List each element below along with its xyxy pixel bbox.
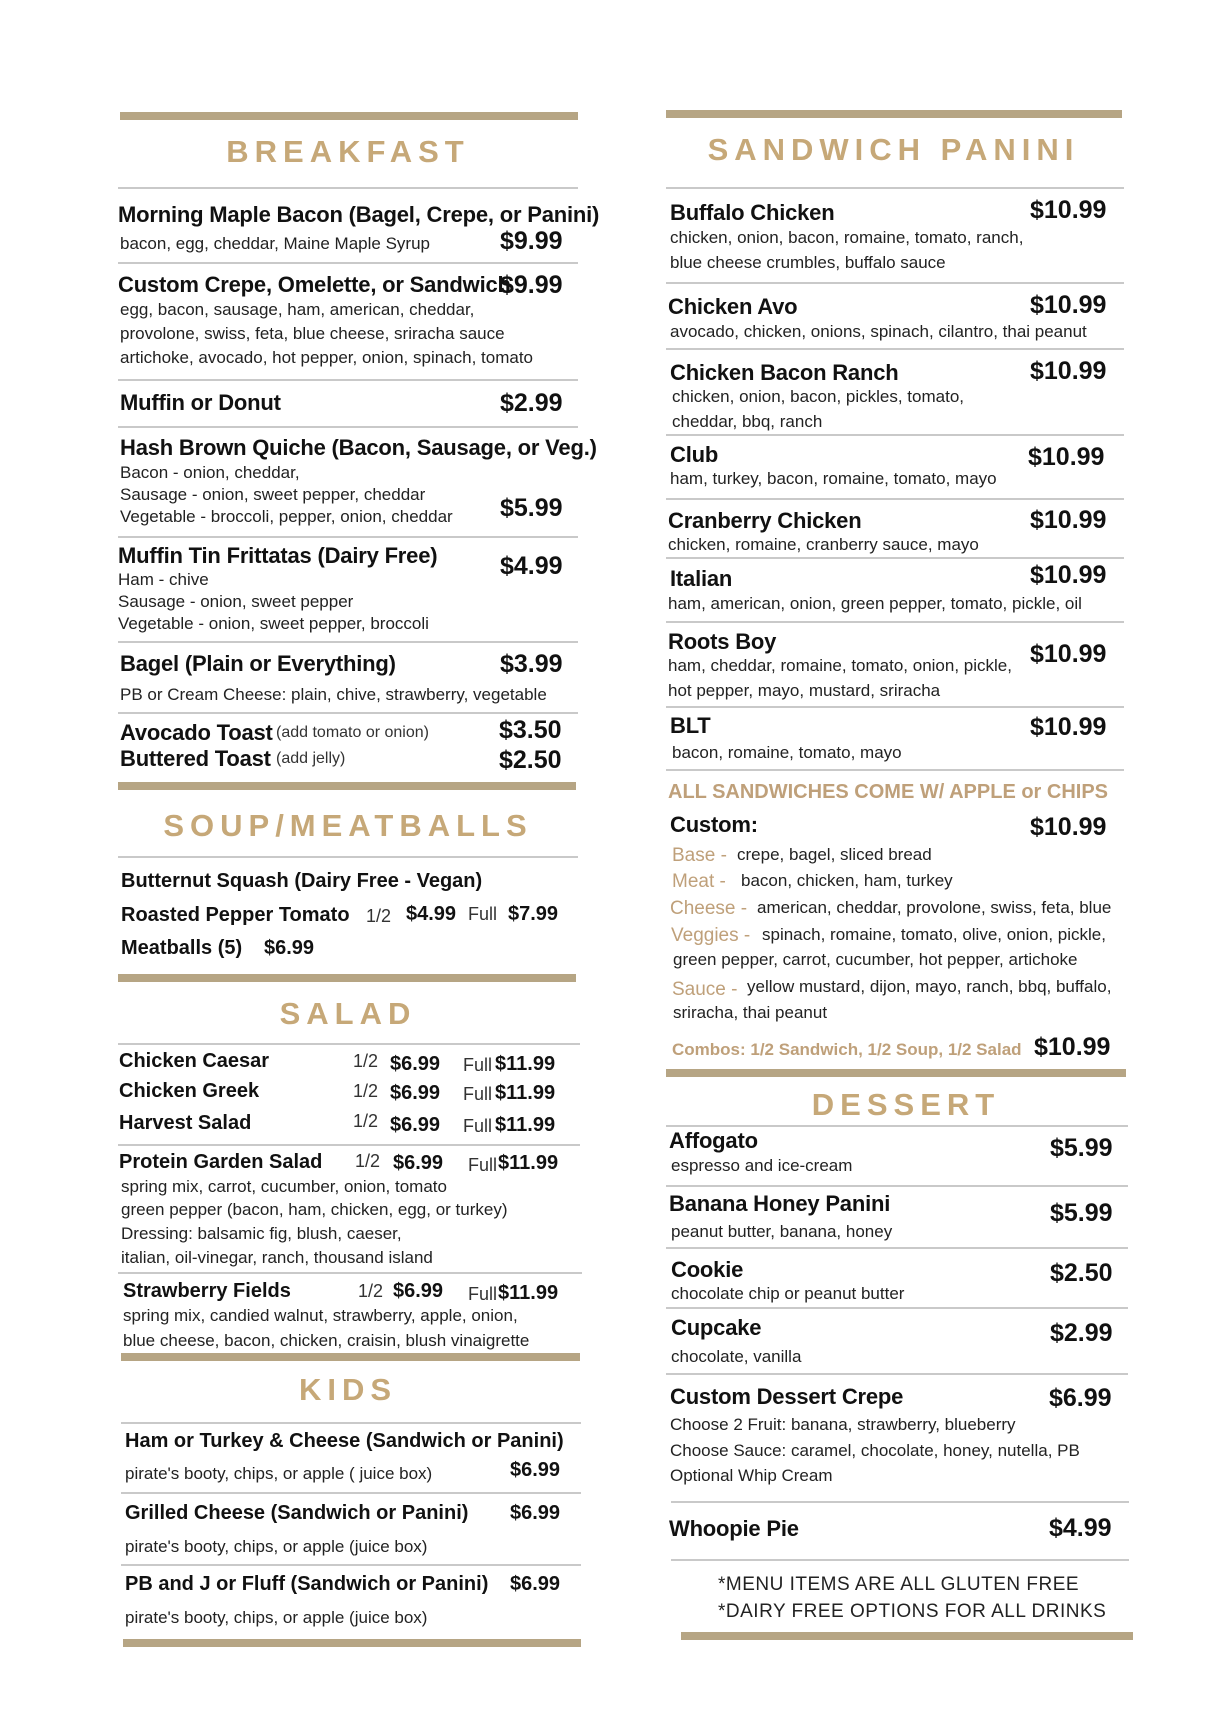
item-name: Cookie	[671, 1257, 744, 1282]
divider	[671, 1559, 1129, 1561]
item-desc: Ham - chive	[118, 570, 209, 589]
item-desc: ham, cheddar, romaine, tomato, onion, pickle,	[668, 656, 1012, 675]
section-bar	[118, 782, 576, 790]
item-name: Custom Dessert Crepe	[670, 1384, 904, 1409]
item-name: Bagel (Plain or Everything)	[120, 651, 396, 676]
divider	[666, 1125, 1128, 1127]
item-price: $10.99	[1030, 506, 1107, 534]
item-price: $5.99	[1050, 1199, 1113, 1227]
kids-price: $6.99	[510, 1459, 561, 1481]
item-name: Buffalo Chicken	[670, 200, 835, 225]
divider	[121, 1422, 581, 1424]
half-price: $6.99	[393, 1152, 444, 1174]
section-bar	[666, 110, 1122, 118]
divider	[671, 1501, 1129, 1503]
item-desc: Bacon - onion, cheddar,	[120, 463, 300, 482]
salad-heading: SALAD	[279, 996, 417, 1031]
item-desc: chocolate chip or peanut butter	[671, 1284, 905, 1303]
item-desc: bacon, egg, cheddar, Maine Maple Syrup	[120, 234, 430, 253]
item-price: $10.99	[1030, 561, 1107, 589]
divider	[121, 1564, 581, 1566]
sauce-options: yellow mustard, dijon, mayo, ranch, bbq, buffalo,	[747, 977, 1112, 996]
section-bar	[123, 1639, 581, 1647]
salad-desc: Dressing: balsamic fig, blush, caeser,	[121, 1224, 402, 1243]
section-bar	[681, 1632, 1133, 1640]
item-name: Whoopie Pie	[669, 1516, 799, 1541]
kids-desc: pirate's booty, chips, or apple (juice box)	[125, 1608, 428, 1627]
item-price: $2.99	[500, 389, 563, 417]
item-name: Club	[670, 442, 719, 467]
item-desc: Sausage - onion, sweet pepper, cheddar	[120, 485, 426, 504]
divider	[118, 426, 578, 428]
veggies-label: Veggies -	[671, 925, 751, 946]
item-price: $10.99	[1028, 443, 1105, 471]
salad-name: Protein Garden Salad	[119, 1151, 323, 1173]
half-price: $6.99	[390, 1082, 441, 1104]
half-price: $6.99	[390, 1114, 441, 1136]
divider	[118, 262, 578, 264]
item-desc: egg, bacon, sausage, ham, american, cheddar,	[120, 300, 475, 319]
soup-item: Meatballs (5)	[121, 937, 243, 959]
full-price: $11.99	[498, 1152, 559, 1174]
section-bar	[666, 1069, 1126, 1077]
item-price: $4.99	[500, 552, 563, 580]
divider	[666, 1185, 1128, 1187]
item-name: Banana Honey Panini	[669, 1191, 891, 1216]
kids-item: PB and J or Fluff (Sandwich or Panini)	[125, 1573, 489, 1595]
section-bar	[118, 974, 576, 982]
custom-price: $10.99	[1030, 813, 1107, 841]
section-bar	[121, 1353, 580, 1361]
item-desc: PB or Cream Cheese: plain, chive, strawberry, vegetable	[120, 685, 547, 704]
divider	[118, 187, 578, 189]
item-price: $10.99	[1030, 196, 1107, 224]
item-price: $2.99	[1050, 1319, 1113, 1347]
sauce-label: Sauce -	[672, 979, 738, 1000]
half-label: 1/2	[353, 1051, 379, 1071]
item-name: Roots Boy	[668, 629, 777, 654]
cheese-label: Cheese -	[670, 898, 748, 919]
salad-name: Harvest Salad	[119, 1112, 252, 1134]
soup-item: Roasted Pepper Tomato	[121, 904, 350, 926]
salad-name: Chicken Greek	[119, 1080, 260, 1102]
full-price: $11.99	[495, 1114, 556, 1136]
item-note: (add jelly)	[276, 750, 346, 767]
item-desc: bacon, romaine, tomato, mayo	[672, 743, 902, 762]
breakfast-heading: BREAKFAST	[226, 134, 470, 169]
base-label: Base -	[672, 845, 727, 866]
half-label: 1/2	[355, 1151, 381, 1171]
item-price: $9.99	[500, 227, 563, 255]
item-name: Chicken Bacon Ranch	[670, 360, 899, 385]
item-price: $10.99	[1030, 291, 1107, 319]
divider	[666, 282, 1124, 284]
item-name: Avocado Toast	[120, 720, 273, 745]
full-label: Full	[463, 1116, 493, 1136]
section-bar	[120, 112, 578, 120]
half-label: 1/2	[366, 906, 392, 926]
salad-desc: spring mix, candied walnut, strawberry, apple, onion,	[123, 1306, 518, 1325]
item-desc: Vegetable - broccoli, pepper, onion, cheddar	[120, 507, 453, 526]
item-desc: espresso and ice-cream	[671, 1156, 853, 1175]
item-name: Custom Crepe, Omelette, or Sandwich	[118, 272, 511, 297]
item-name: Chicken Avo	[668, 294, 798, 319]
salad-desc: green pepper (bacon, ham, chicken, egg, or turkey)	[121, 1200, 508, 1219]
item-name: Muffin or Donut	[120, 390, 281, 415]
salad-name: Strawberry Fields	[123, 1280, 291, 1302]
item-price: $3.99	[500, 650, 563, 678]
salad-desc: italian, oil-vinegar, ranch, thousand island	[121, 1248, 433, 1267]
item-name: Cupcake	[671, 1315, 762, 1340]
item-desc: Choose Sauce: caramel, chocolate, honey, nutella, PB	[670, 1441, 1080, 1460]
salad-name: Chicken Caesar	[119, 1050, 270, 1072]
base-options: crepe, bagel, sliced bread	[737, 845, 932, 864]
item-desc: chicken, onion, bacon, pickles, tomato,	[672, 387, 964, 406]
kids-desc: pirate's booty, chips, or apple ( juice box)	[125, 1464, 433, 1483]
dairy-free-note: *DAIRY FREE OPTIONS FOR ALL DRINKS	[718, 1601, 1107, 1622]
kids-item: Ham or Turkey & Cheese (Sandwich or Panini)	[125, 1430, 564, 1452]
divider	[666, 498, 1124, 500]
item-name: Italian	[670, 566, 733, 591]
item-desc: Choose 2 Fruit: banana, strawberry, blueberry	[670, 1415, 1016, 1434]
salad-desc: blue cheese, bacon, chicken, craisin, blush vinaigrette	[123, 1331, 530, 1350]
item-desc: Optional Whip Cream	[670, 1466, 833, 1485]
item-price: $10.99	[1030, 640, 1107, 668]
full-label: Full	[463, 1055, 493, 1075]
kids-price: $6.99	[510, 1573, 561, 1595]
dessert-heading: DESSERT	[811, 1087, 1001, 1122]
item-price: $2.50	[499, 746, 562, 774]
divider	[121, 1492, 581, 1494]
kids-item: Grilled Cheese (Sandwich or Panini)	[125, 1502, 469, 1524]
divider	[666, 1247, 1128, 1249]
item-desc: peanut butter, banana, honey	[671, 1222, 893, 1241]
item-price: $5.99	[1050, 1134, 1113, 1162]
item-desc: ham, american, onion, green pepper, tomato, pickle, oil	[668, 594, 1082, 613]
item-price: $2.50	[1050, 1259, 1113, 1287]
sauce-options: sriracha, thai peanut	[673, 1003, 828, 1022]
divider	[666, 621, 1124, 623]
divider	[118, 379, 578, 381]
item-name: Hash Brown Quiche (Bacon, Sausage, or Veg.)	[120, 435, 597, 460]
divider	[118, 712, 578, 714]
divider	[666, 434, 1124, 436]
divider	[666, 348, 1124, 350]
half-label: 1/2	[358, 1281, 384, 1301]
half-label: 1/2	[353, 1081, 379, 1101]
panini-heading: SANDWICH PANINI	[707, 132, 1080, 167]
item-name: Muffin Tin Frittatas (Dairy Free)	[118, 543, 438, 568]
half-price: $6.99	[390, 1053, 441, 1075]
cheese-options: american, cheddar, provolone, swiss, feta, blue	[757, 898, 1112, 917]
item-desc: avocado, chicken, onions, spinach, cilantro, thai peanut	[670, 322, 1087, 341]
item-name: Buttered Toast	[120, 746, 271, 771]
kids-price: $6.99	[510, 1502, 561, 1524]
divider	[118, 1043, 580, 1045]
full-label: Full	[463, 1084, 493, 1104]
item-price: $6.99	[1049, 1384, 1112, 1412]
item-price: $9.99	[500, 271, 563, 299]
item-note: (add tomato or onion)	[276, 724, 429, 741]
full-label: Full	[468, 1155, 498, 1175]
kids-heading: KIDS	[298, 1372, 398, 1407]
item-desc: chicken, onion, bacon, romaine, tomato, ranch,	[670, 228, 1024, 247]
item-desc: cheddar, bbq, ranch	[672, 412, 823, 431]
meat-options: bacon, chicken, ham, turkey	[741, 871, 953, 890]
full-price: $11.99	[498, 1282, 559, 1304]
item-desc: Vegetable - onion, sweet pepper, broccoli	[118, 614, 429, 633]
meat-label: Meat -	[672, 871, 726, 892]
divider	[118, 1144, 580, 1146]
item-price: $5.99	[500, 494, 563, 522]
item-desc: hot pepper, mayo, mustard, sriracha	[668, 681, 941, 700]
item-desc: ham, turkey, bacon, romaine, tomato, mayo	[670, 469, 997, 488]
item-desc: artichoke, avocado, hot pepper, onion, spinach, tomato	[120, 348, 533, 367]
divider	[666, 769, 1124, 771]
half-price: $6.99	[393, 1280, 444, 1302]
veggies-options: spinach, romaine, tomato, olive, onion, pickle,	[762, 925, 1106, 944]
half-label: 1/2	[353, 1111, 379, 1131]
item-price: $3.50	[499, 716, 562, 744]
item-desc: chicken, romaine, cranberry sauce, mayo	[668, 535, 979, 554]
soup-heading: SOUP/MEATBALLS	[163, 808, 533, 843]
full-label: Full	[468, 904, 498, 924]
item-name: Cranberry Chicken	[668, 508, 862, 533]
divider	[118, 536, 578, 538]
full-price: $7.99	[508, 903, 559, 925]
item-price: $4.99	[1049, 1514, 1112, 1542]
full-label: Full	[468, 1284, 498, 1304]
veggies-options: green pepper, carrot, cucumber, hot pepper, artichoke	[673, 950, 1078, 969]
item-desc: Sausage - onion, sweet pepper	[118, 592, 354, 611]
divider	[118, 1272, 582, 1274]
item-name: Affogato	[669, 1128, 758, 1153]
item-desc: provolone, swiss, feta, blue cheese, sriracha sauce	[120, 324, 505, 343]
item-price: $10.99	[1030, 357, 1107, 385]
item-name: BLT	[670, 713, 711, 738]
combos-price: $10.99	[1034, 1033, 1111, 1061]
divider	[666, 557, 1124, 559]
soup-price: $6.99	[264, 937, 315, 959]
item-price: $10.99	[1030, 713, 1107, 741]
full-price: $11.99	[495, 1082, 556, 1104]
soup-item: Butternut Squash (Dairy Free - Vegan)	[121, 870, 483, 892]
full-price: $11.99	[495, 1053, 556, 1075]
divider	[666, 706, 1124, 708]
kids-desc: pirate's booty, chips, or apple (juice box)	[125, 1537, 428, 1556]
combos-label: Combos: 1/2 Sandwich, 1/2 Soup, 1/2 Salad	[672, 1040, 1022, 1059]
gluten-free-note: *MENU ITEMS ARE ALL GLUTEN FREE	[718, 1574, 1080, 1595]
custom-label: Custom:	[670, 812, 758, 837]
item-desc: chocolate, vanilla	[671, 1347, 802, 1366]
divider	[666, 187, 1124, 189]
divider	[666, 1373, 1128, 1375]
divider	[118, 856, 578, 858]
half-price: $4.99	[406, 903, 457, 925]
divider	[118, 641, 578, 643]
item-name: Morning Maple Bacon (Bagel, Crepe, or Panini)	[118, 202, 600, 227]
salad-desc: spring mix, carrot, cucumber, onion, tomato	[121, 1177, 447, 1196]
divider	[666, 1307, 1128, 1309]
sandwich-note: ALL SANDWICHES COME W/ APPLE or CHIPS	[668, 781, 1109, 803]
item-desc: blue cheese crumbles, buffalo sauce	[670, 253, 946, 272]
